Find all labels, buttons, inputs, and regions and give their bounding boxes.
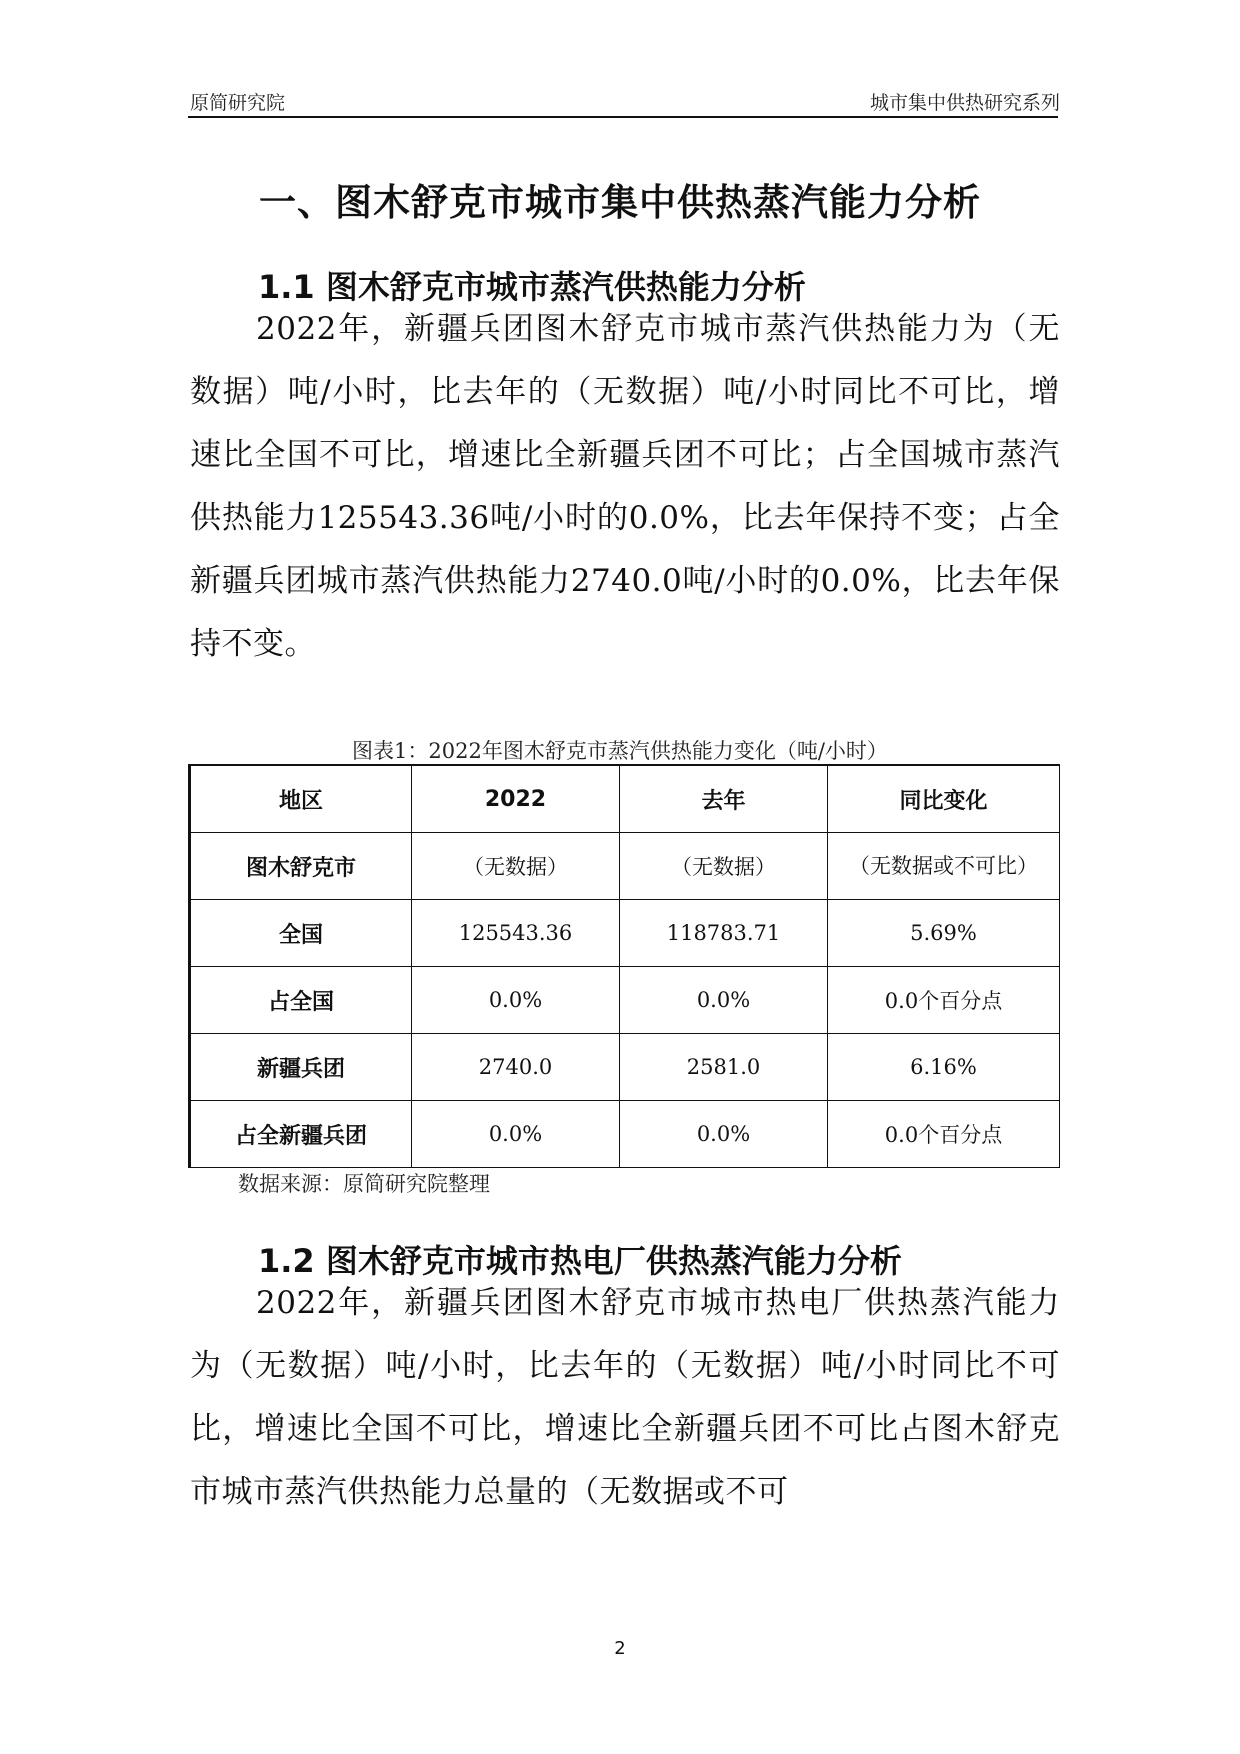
table-cell: 6.16% (828, 1034, 1060, 1101)
section-1-2-title: 1.2 图木舒克市城市热电厂供热蒸汽能力分析 (258, 1242, 902, 1280)
table-cell: （无数据） (412, 833, 620, 900)
table-cell: 125543.36 (412, 900, 620, 967)
table-row (190, 1101, 1060, 1168)
table-header-row (190, 765, 1060, 833)
table-caption: 图表1：2022年图木舒克市蒸汽供热能力变化（吨/小时） (352, 739, 888, 763)
table-cell: 0.0% (620, 967, 828, 1034)
table-cell: 2581.0 (620, 1034, 828, 1101)
header-divider (188, 116, 1058, 118)
table-row-label: 新疆兵团 (190, 1034, 412, 1101)
header-organization: 原简研究院 (190, 92, 286, 114)
table-cell: 0.0% (412, 967, 620, 1034)
table-row (190, 833, 1060, 900)
table-row (190, 1034, 1060, 1101)
table-cell: 0.0% (620, 1101, 828, 1168)
table-cell: 5.69% (828, 900, 1060, 967)
table-row-label: 全国 (190, 900, 412, 967)
table-row (190, 900, 1060, 967)
table-cell: 0.0% (412, 1101, 620, 1168)
section-1-2-paragraph: 2022年，新疆兵团图木舒克市城市热电厂供热蒸汽能力为（无数据）吨/小时，比去年的（无数据）吨/小时同比不可比，增速比全国不可比，增速比全新疆兵团不可比占图木舒克市城市蒸汽供热能力总量的（无数据或不可 (190, 1285, 1060, 1510)
table-cell: 0.0个百分点 (828, 1101, 1060, 1168)
steam-capacity-table (188, 764, 1060, 1168)
table-cell: 2740.0 (412, 1034, 620, 1101)
table-cell: （无数据或不可比） (828, 833, 1060, 900)
table-header-cell: 同比变化 (828, 765, 1060, 833)
section-1-1-title: 1.1 图木舒克市城市蒸汽供热能力分析 (258, 268, 806, 306)
table-header-cell: 2022 (412, 765, 620, 833)
chapter-title: 一、图木舒克市城市集中供热蒸汽能力分析 (259, 181, 981, 224)
table-header-cell: 地区 (190, 765, 412, 833)
table-row (190, 967, 1060, 1034)
table-row-label: 图木舒克市 (190, 833, 412, 900)
table-cell: （无数据） (620, 833, 828, 900)
table-row-label: 占全国 (190, 967, 412, 1034)
table-cell: 118783.71 (620, 900, 828, 967)
page-number: 2 (614, 1638, 626, 1659)
table-cell: 0.0个百分点 (828, 967, 1060, 1034)
table-row-label: 占全新疆兵团 (190, 1101, 412, 1168)
section-1-1-paragraph: 2022年，新疆兵团图木舒克市城市蒸汽供热能力为（无数据）吨/小时，比去年的（无数据）吨/小时同比不可比，增速比全国不可比，增速比全新疆兵团不可比；占全国城市蒸汽供热能力125543.36吨/小时的0.0%，比去年保持不变；占全新疆兵团城市蒸汽供热能力2740.0吨/小时的0.0%，比去年保持不变。 (190, 311, 1060, 662)
header-series-title: 城市集中供热研究系列 (869, 92, 1060, 114)
table-header-cell: 去年 (620, 765, 828, 833)
table-source-note: 数据来源：原简研究院整理 (238, 1172, 490, 1196)
